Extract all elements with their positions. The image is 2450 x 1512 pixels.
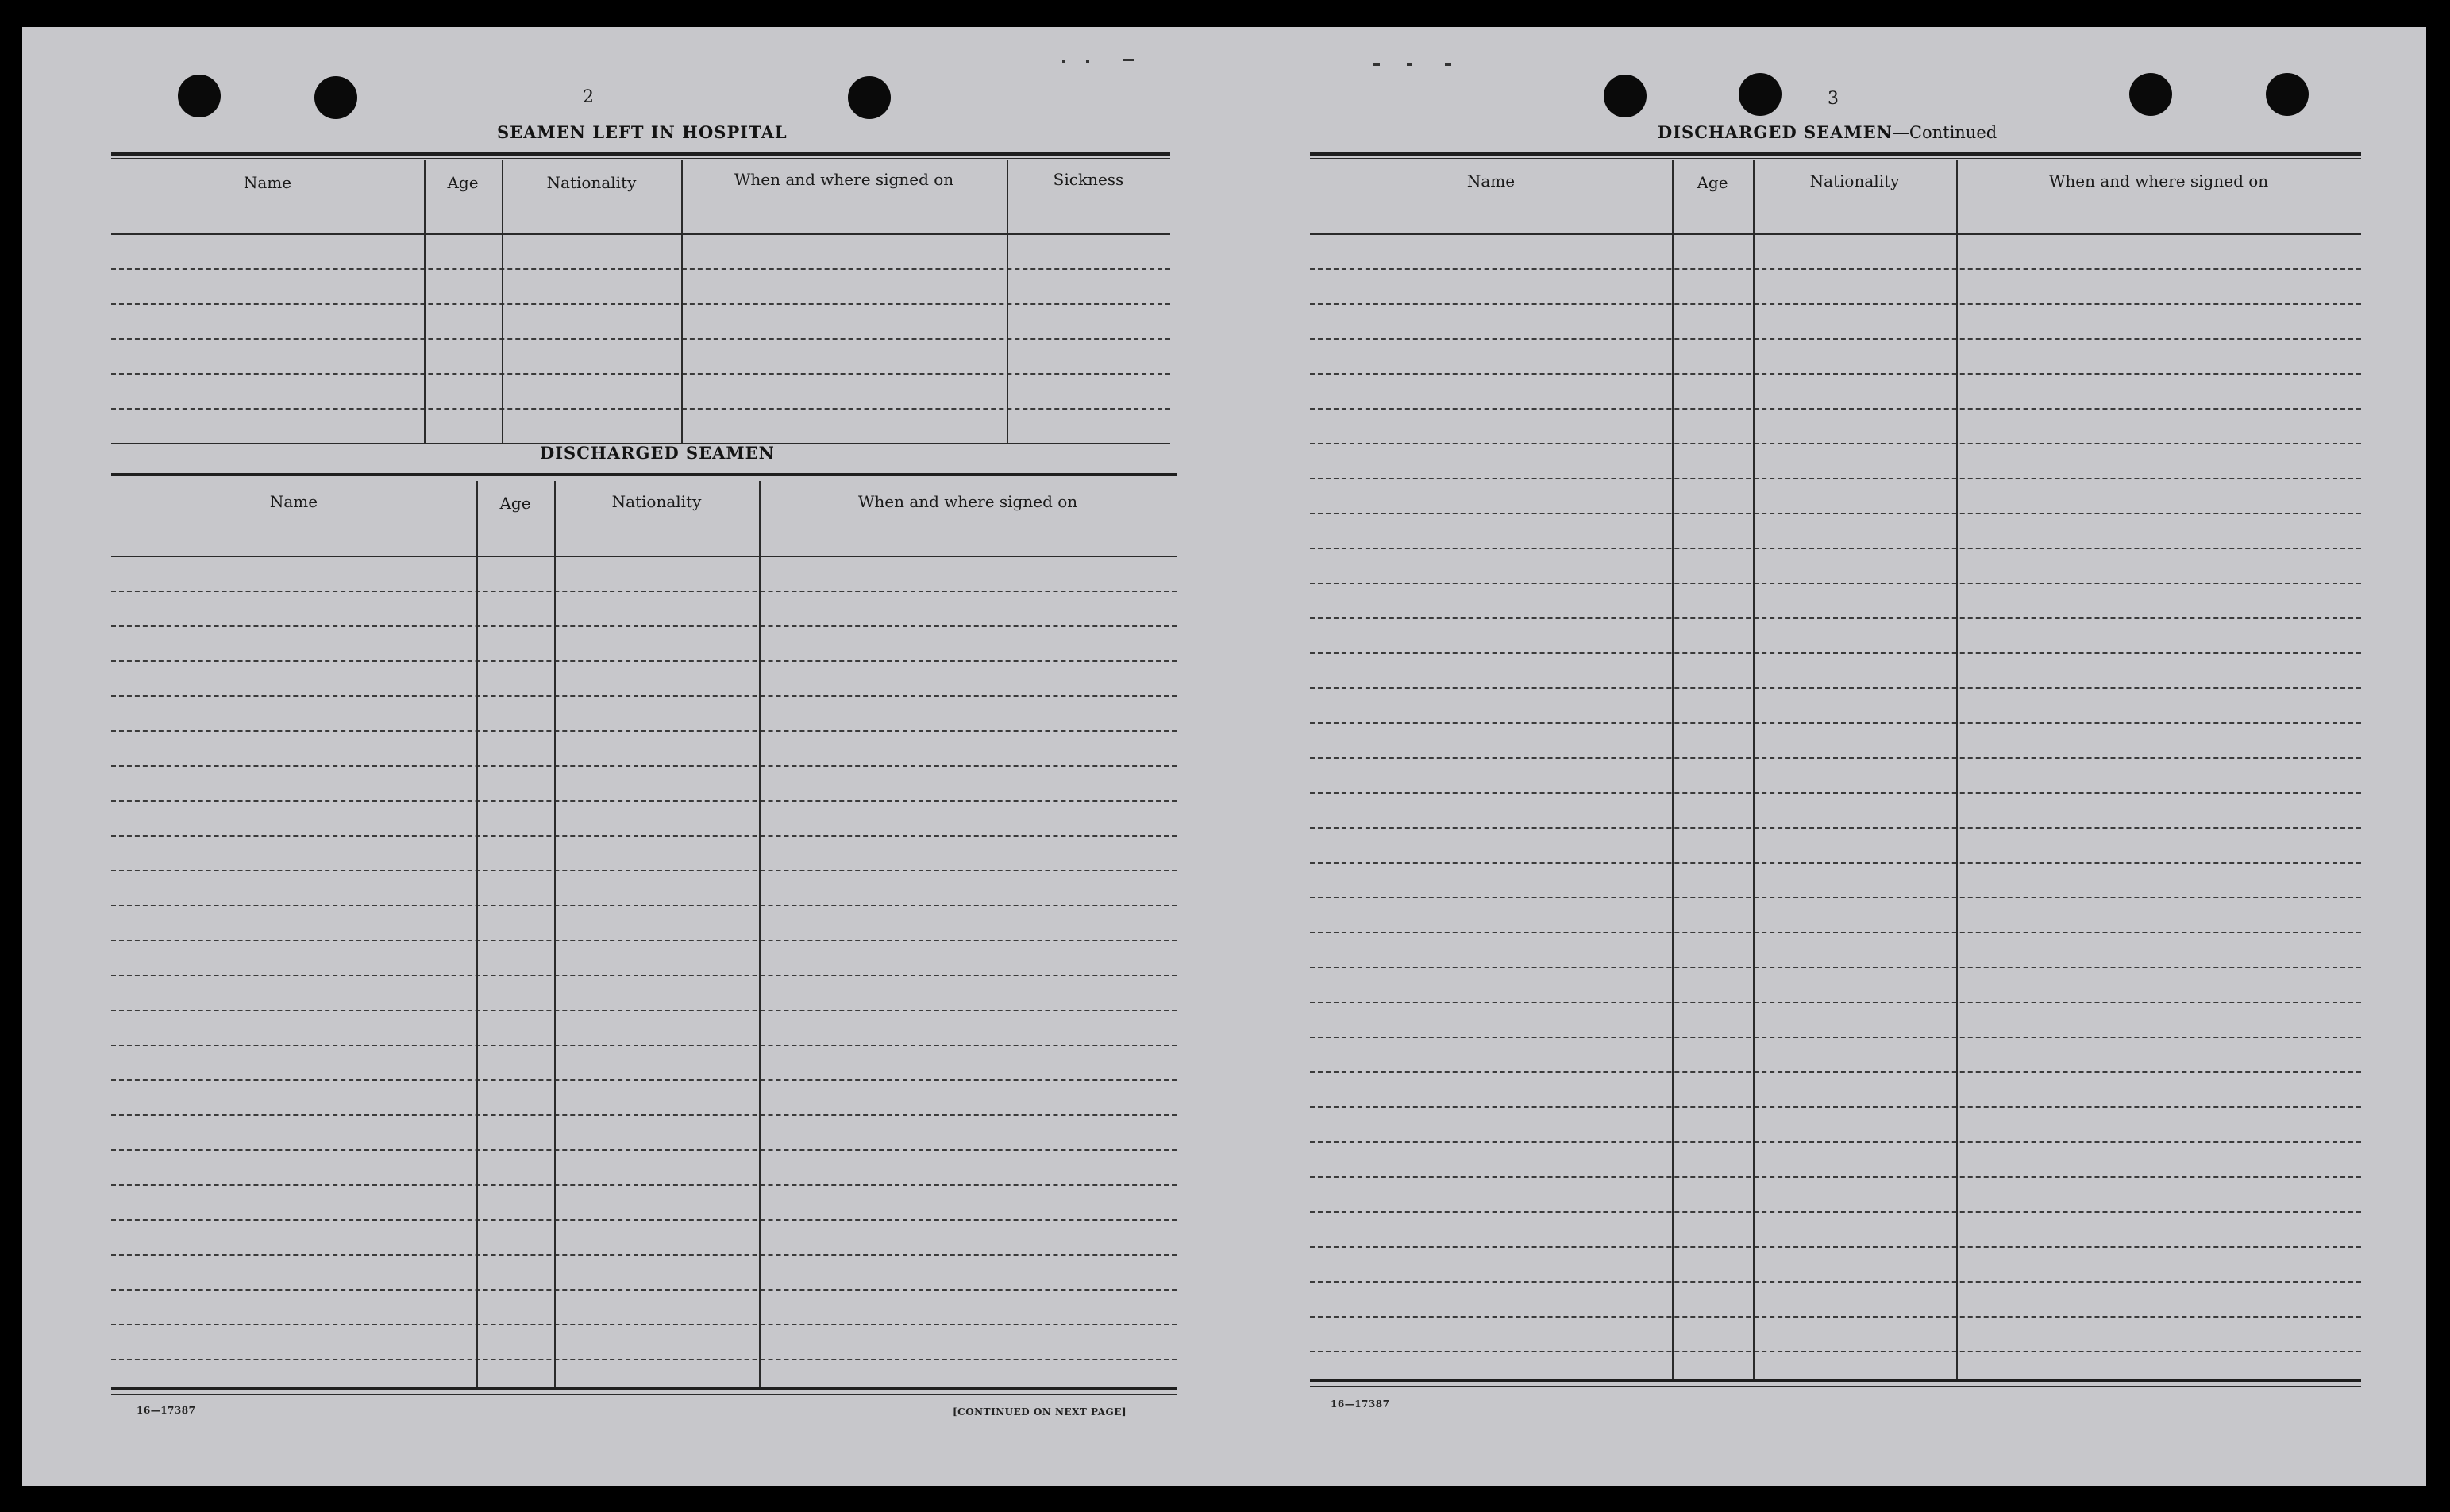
column-header: Nationality	[1809, 171, 1900, 190]
double-rule	[111, 152, 1170, 156]
bottom-rule	[1310, 1379, 2361, 1382]
row-rule	[1310, 1002, 2361, 1003]
column-header: Age	[499, 494, 531, 513]
row-rule	[1310, 303, 2361, 305]
column-header: Name	[269, 492, 318, 511]
row-rule	[111, 1359, 1177, 1360]
row-rule	[111, 1184, 1177, 1186]
row-rule	[1310, 1211, 2361, 1213]
row-rule	[111, 940, 1177, 941]
column-header: Age	[447, 173, 479, 192]
speck	[1445, 63, 1451, 66]
punch-hole	[314, 76, 357, 119]
row-rule	[111, 1219, 1177, 1221]
row-rule	[1310, 373, 2361, 375]
discharged-continued-title-main: DISCHARGED SEAMEN	[1658, 122, 1893, 142]
discharged-table	[111, 473, 1177, 1394]
column-divider	[681, 160, 683, 444]
column-divider	[502, 160, 503, 444]
row-rule	[1310, 268, 2361, 270]
row-rule	[111, 1149, 1177, 1151]
page-number: 2	[583, 87, 594, 107]
row-rule	[1310, 513, 2361, 514]
row-rule	[1310, 617, 2361, 619]
row-rule	[111, 1045, 1177, 1046]
form-number: 16—17387	[1331, 1399, 1390, 1410]
row-rule	[1310, 757, 2361, 759]
column-header: Nationality	[546, 173, 637, 192]
punch-hole	[2266, 73, 2309, 116]
row-rule	[1310, 652, 2361, 654]
row-rule	[111, 1079, 1177, 1081]
double-rule	[1310, 152, 2361, 156]
row-rule	[1310, 478, 2361, 479]
double-rule	[1310, 158, 2361, 159]
row-rule	[1310, 338, 2361, 340]
punch-hole	[1739, 73, 1782, 116]
row-rule	[1310, 827, 2361, 829]
punch-hole	[1604, 75, 1647, 117]
column-divider	[1753, 160, 1755, 1379]
row-rule	[1310, 1071, 2361, 1073]
header-rule	[111, 556, 1177, 557]
column-header: Sickness	[1053, 170, 1124, 189]
row-rule	[1310, 408, 2361, 410]
punch-hole	[848, 76, 891, 119]
column-header: Age	[1697, 173, 1728, 192]
row-rule	[111, 303, 1170, 305]
row-rule	[1310, 967, 2361, 968]
row-rule	[111, 338, 1170, 340]
row-rule	[111, 835, 1177, 837]
row-rule	[111, 1289, 1177, 1291]
row-rule	[111, 1324, 1177, 1325]
row-rule	[1310, 1176, 2361, 1178]
row-rule	[1310, 1351, 2361, 1352]
row-rule	[1310, 1316, 2361, 1318]
row-rule	[1310, 862, 2361, 864]
speck	[1373, 63, 1380, 66]
row-rule	[111, 730, 1177, 732]
row-rule	[111, 268, 1170, 270]
row-rule	[111, 408, 1170, 410]
speck	[1086, 60, 1089, 63]
row-rule	[1310, 1037, 2361, 1038]
hospital-title: SEAMEN LEFT IN HOSPITAL	[497, 122, 788, 142]
column-divider	[424, 160, 426, 444]
column-header: When and where signed on	[857, 492, 1078, 511]
column-divider	[554, 481, 556, 1387]
speck	[1407, 63, 1412, 66]
speck	[1123, 59, 1134, 61]
double-rule	[111, 473, 1177, 476]
column-header: Name	[1466, 171, 1516, 190]
row-rule	[1310, 443, 2361, 444]
column-divider	[1672, 160, 1674, 1379]
row-rule	[1310, 1106, 2361, 1108]
column-divider	[759, 481, 761, 1387]
row-rule	[111, 1254, 1177, 1256]
continued-note: [CONTINUED ON NEXT PAGE]	[953, 1406, 1127, 1418]
row-rule	[111, 1114, 1177, 1116]
column-header: Name	[243, 173, 292, 192]
speck	[1062, 60, 1065, 63]
punch-hole	[2129, 73, 2172, 116]
row-rule	[1310, 792, 2361, 794]
row-rule	[111, 591, 1177, 592]
double-rule	[111, 158, 1170, 159]
row-rule	[111, 695, 1177, 697]
discharged-continued-title-suffix: —Continued	[1892, 123, 1997, 142]
row-rule	[1310, 1141, 2361, 1143]
column-divider	[1956, 160, 1958, 1379]
row-rule	[111, 660, 1177, 662]
discharged-title: DISCHARGED SEAMEN	[540, 443, 775, 463]
row-rule	[111, 373, 1170, 375]
column-divider	[1007, 160, 1008, 444]
punch-hole	[178, 75, 221, 117]
column-header: When and where signed on	[2048, 171, 2269, 190]
row-rule	[111, 975, 1177, 976]
discharged-continued-table	[1310, 152, 2361, 1394]
row-rule	[111, 1010, 1177, 1011]
row-rule	[111, 905, 1177, 906]
header-rule	[111, 233, 1170, 235]
row-rule	[1310, 548, 2361, 549]
row-rule	[1310, 1246, 2361, 1248]
row-rule	[1310, 1281, 2361, 1283]
header-rule	[1310, 233, 2361, 235]
column-divider	[476, 481, 478, 1387]
discharged-continued-title	[1658, 122, 1997, 142]
hospital-table	[111, 152, 1170, 448]
document-sheet	[22, 27, 2426, 1486]
page-number: 3	[1828, 89, 1839, 109]
bottom-rule	[111, 1387, 1177, 1390]
row-rule	[1310, 722, 2361, 724]
form-number: 16—17387	[137, 1405, 196, 1416]
bottom-rule	[111, 1394, 1177, 1395]
column-header: Nationality	[611, 492, 702, 511]
bottom-rule	[1310, 1386, 2361, 1387]
row-rule	[1310, 583, 2361, 584]
row-rule	[111, 765, 1177, 767]
row-rule	[111, 870, 1177, 871]
row-rule	[1310, 932, 2361, 933]
column-header: When and where signed on	[734, 170, 954, 189]
row-rule	[111, 625, 1177, 627]
row-rule	[1310, 687, 2361, 689]
row-rule	[1310, 897, 2361, 898]
row-rule	[111, 800, 1177, 802]
